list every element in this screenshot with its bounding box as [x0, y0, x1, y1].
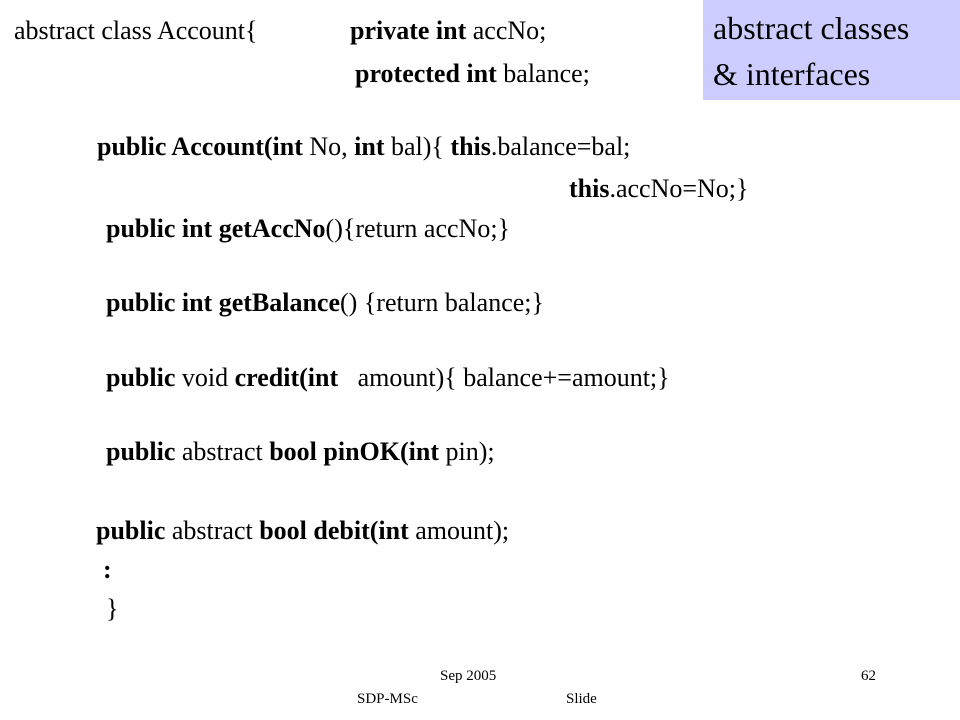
code-line-getaccno: public int getAccNo(){return accNo;} — [106, 214, 511, 243]
footer-page-number: 62 — [861, 668, 876, 684]
footer-course: SDP-MSc — [357, 691, 418, 707]
footer-date: Sep 2005 — [440, 668, 497, 684]
code-line-debit: public abstract bool debit(int amount); — [96, 516, 510, 545]
footer-slide-label: Slide — [566, 691, 597, 707]
code-line-credit: public void credit(int amount){ balance+=amount;} — [106, 363, 670, 392]
slide-title-line-2: & interfaces — [713, 56, 871, 92]
code-line-constructor-body: this.accNo=No;} — [569, 174, 749, 203]
code-line-class-declaration: abstract class Account{ — [14, 16, 258, 45]
code-line-closing-brace: } — [106, 594, 119, 623]
code-line-field-balance: protected int balance; — [355, 59, 590, 88]
slide-title-box — [703, 0, 960, 100]
slide-title-line-1: abstract classes — [713, 10, 910, 46]
code-line-getbalance: public int getBalance() {return balance;} — [106, 288, 544, 317]
code-line-field-accno: private int accNo; — [350, 16, 547, 45]
code-line-constructor: public Account(int No, int bal){ this.balance=bal; — [97, 132, 631, 161]
code-line-pinok: public abstract bool pinOK(int pin); — [106, 437, 495, 466]
code-line-ellipsis: : — [103, 555, 112, 584]
